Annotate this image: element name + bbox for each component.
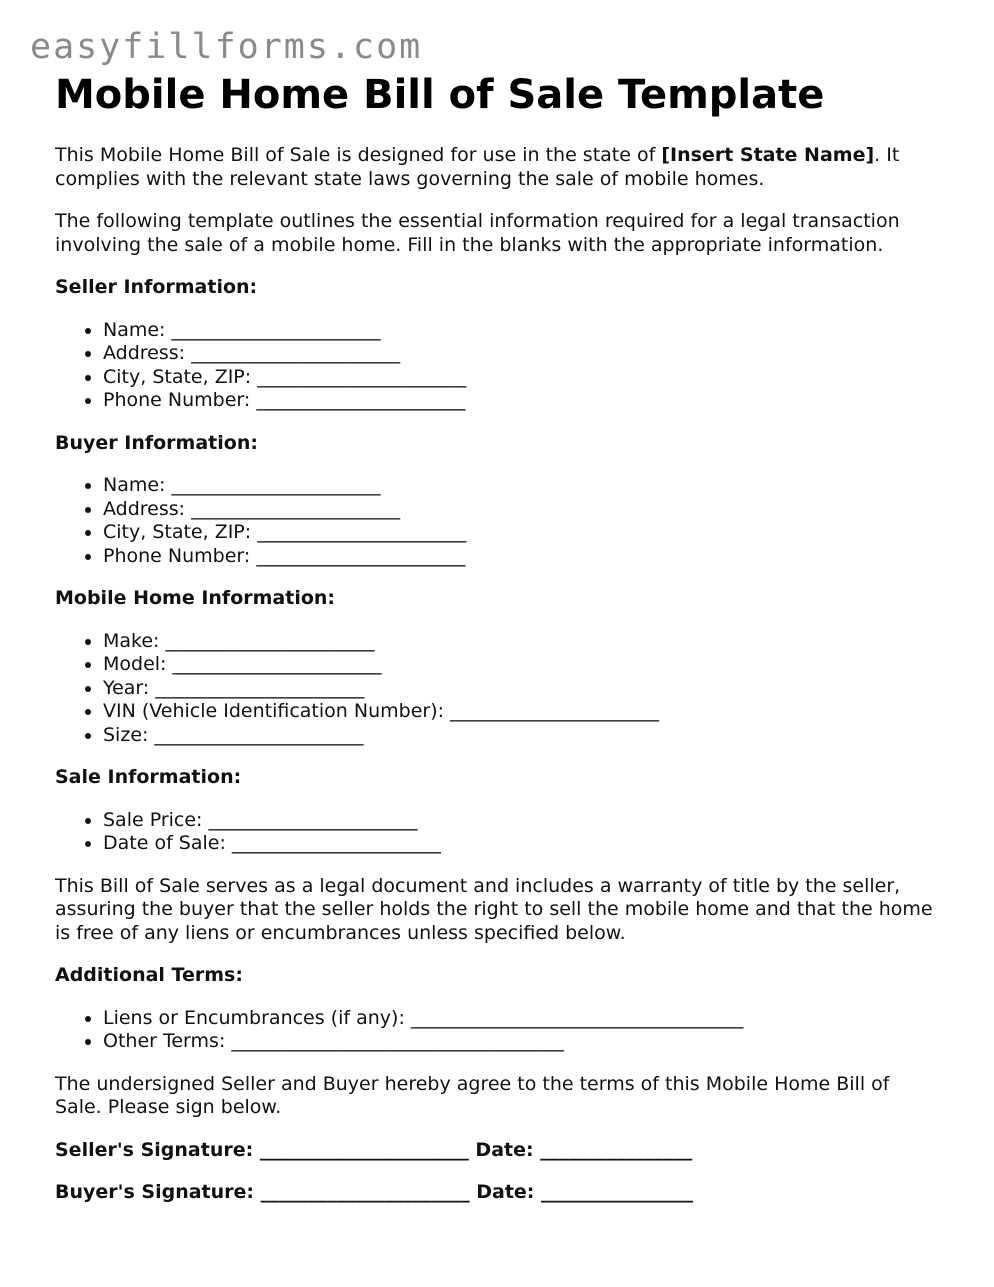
watermark: easyfillforms.com — [30, 27, 423, 67]
seller-section-title: Seller Information: — [55, 276, 258, 298]
buyer-name-field[interactable]: • Name: ______________________ — [103, 474, 935, 498]
liens-field[interactable]: • Liens or Encumbrances (if any): ___________________________________ — [103, 1007, 935, 1031]
sale-date-field[interactable]: • Date of Sale: ______________________ — [103, 832, 935, 856]
buyer-city-state-zip-field[interactable]: • City, State, ZIP: ______________________ — [103, 521, 935, 545]
sale-price-field[interactable]: • Sale Price: ______________________ — [103, 809, 935, 833]
sale-field-list — [55, 809, 935, 856]
sale-section-title: Sale Information: — [55, 766, 242, 788]
seller-signature-line[interactable]: Seller's Signature: ______________________ Date: ________________ — [55, 1138, 693, 1161]
intro-paragraph-1 — [55, 144, 935, 191]
seller-city-state-zip-field[interactable]: • City, State, ZIP: ______________________ — [103, 366, 935, 390]
home-size-field[interactable]: • Size: ______________________ — [103, 724, 935, 748]
home-vin-field[interactable]: • VIN (Vehicle Identification Number): ______________________ — [103, 700, 935, 724]
seller-address-field[interactable]: • Address: ______________________ — [103, 342, 935, 366]
buyer-phone-field[interactable]: • Phone Number: ______________________ — [103, 545, 935, 569]
buyer-signature-line[interactable]: Buyer's Signature: ______________________ Date: ________________ — [55, 1181, 694, 1203]
intro-text-before: This Mobile Home Bill of Sale is designed for use in the state of — [55, 144, 662, 166]
buyer-address-field[interactable]: • Address: ______________________ — [103, 498, 935, 522]
home-section-title: Mobile Home Information: — [55, 587, 336, 609]
terms-field-list — [55, 1007, 935, 1054]
home-model-field[interactable]: • Model: ______________________ — [103, 653, 935, 677]
home-year-field[interactable]: • Year: ______________________ — [103, 677, 935, 701]
seller-name-field[interactable]: • Name: ______________________ — [103, 319, 935, 343]
other-terms-field[interactable]: • Other Terms: ___________________________________ — [103, 1030, 935, 1054]
home-make-field[interactable]: • Make: ______________________ — [103, 630, 935, 654]
buyer-field-list — [55, 474, 935, 568]
agreement-paragraph: The undersigned Seller and Buyer hereby agree to the terms of this Mobile Home Bill of Sale. Please sign below. — [55, 1072, 890, 1118]
state-name-placeholder: [Insert State Name] — [661, 144, 875, 166]
seller-phone-field[interactable]: • Phone Number: ______________________ — [103, 389, 935, 413]
home-field-list — [55, 630, 935, 748]
terms-section-title: Additional Terms: — [55, 964, 243, 986]
warranty-paragraph: This Bill of Sale serves as a legal document and includes a warranty of title by the seller, assuring the buyer that the seller holds the right to sell the mobile home and that the home is free of any liens or encumbrances unless specified below. — [55, 874, 933, 944]
intro-text-after: . It complies with the relevant state laws governing the sale of mobile homes. — [55, 144, 900, 190]
seller-field-list — [55, 319, 935, 413]
document-page — [55, 72, 935, 1205]
buyer-section-title: Buyer Information: — [55, 431, 258, 454]
document-title: Mobile Home Bill of Sale Template — [55, 72, 825, 118]
intro-paragraph-2: The following template outlines the essential information required for a legal transaction involving the sale of a mobile home. Fill in the blanks with the appropriate information. — [55, 210, 900, 256]
